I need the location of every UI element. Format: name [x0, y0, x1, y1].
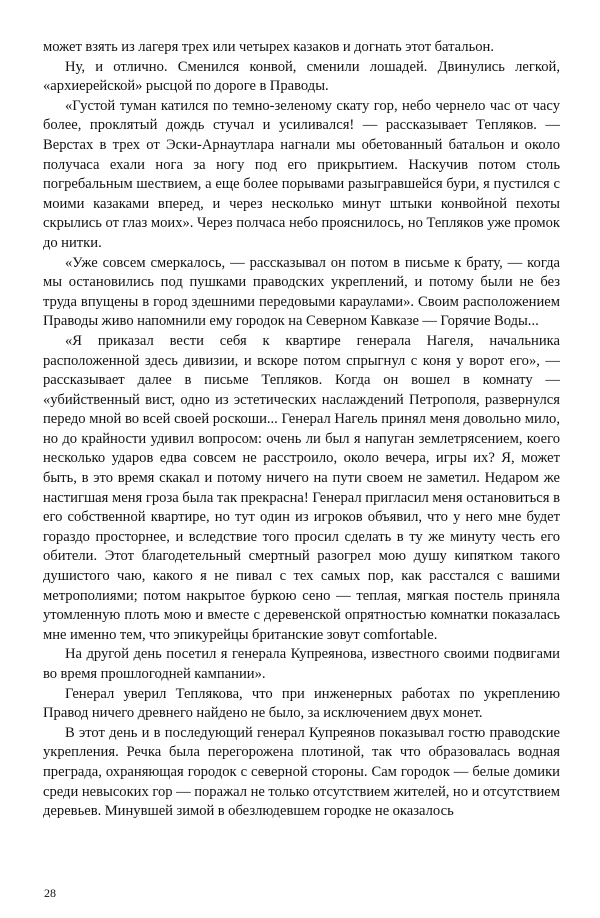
book-page-text [43, 38, 560, 822]
paragraph-3: «Густой туман катился по темно-зеленому скату гор, небо чернело час от часу более, проклятый дождь стучал и усиливался! — рассказывает Тепляков. — Верстах в трех от Эски-Арнаутлара нагнали мы обетованный батальон и около получаса ехали нога за ногу под его прикрытием. Наскучив потом столь погребальным шествием, а еще более порывами разыгравшейся бури, я пустился с моими казаками вперед, и через несколько минут штыки конвойной пехоты скрылись от глаз моих». Через полчаса небо прояснилось, но Тепляков уже промок до нитки. [43, 97, 560, 251]
paragraph-5: «Я приказал вести себя к квартире генерала Нагеля, начальника расположенной здесь дивизии, и вскоре потом спрыгнул с коня у ворот его», — рассказывает далее в письме Тепляков. Когда он вошел в комнату — «убийственный вист, одно из эстетических наслаждений Петрополя, развернулся передо мной во всей своей роскоши... Генерал Нагель принял меня довольно мило, но до крайности удивил вопросом: очень ли был я напуган землетрясением, коего несколько ударов едва совсем не расстроило, около вечера, игры их? Я, может быть, в это время скакал и потому ничего на пути своем не заметил. Недаром же настигшая меня гроза была так прекрасна! Генерал пригласил меня остановиться в его собственной квартире, но тут один из игроков объявил, что у него мне будет гораздо просторнее, и вследствие того просил сделать в ту же минуту честь его обители. Этот благодетельный смертный разогрел мою душу кипятком такого душистого чаю, какого я не пивал с тех самых пор, как расстался с вашими метрополиями; потом накрытое буркою сено — теплая, мягкая постель приняла утомленную плоть мою и вместе с деревенской опрятностью комнатки показалась мне именно тем, что эпикурейцы британские зовут comfortable. [43, 332, 560, 643]
paragraph-7: Генерал уверил Теплякова, что при инженерных работах по укреплению Правод ничего древнего найдено не было, за исключением двух монет. [43, 685, 560, 722]
paragraph-2: Ну, и отлично. Сменился конвой, сменили лошадей. Двинулись легкой, «архиерейской» рысцой по дороге в Праводы. [43, 58, 560, 95]
paragraph-4: «Уже совсем смеркалось, — рассказывал он потом в письме к брату, — когда мы остановились под пушками праводских укреплений, и потому были не без труда впущены в город здешними передовыми караулами». Своим расположением Праводы живо напомнили ему городок на Северном Кавказе — Горячие Воды... [43, 254, 560, 330]
paragraph-8: В этот день и в последующий генерал Купреянов показывал гостю праводские укрепления. Речка была перегорожена плотиной, так что образовалась водная преграда, охраняющая городок с северной стороны. Сам городок — белые домики среди невысоких гор — поражал не только отсутствием жителей, но и отсутствием деревьев. Минувшей зимой в обезлюдевшем городке не оказалось [43, 724, 560, 820]
page-number: 28 [44, 886, 56, 900]
paragraph-1: может взять из лагеря трех или четырех казаков и догнать этот батальон. [43, 39, 494, 55]
paragraph-6: На другой день посетил я генерала Купреянова, известного своими подвигами во время прошлогодней кампании». [43, 646, 560, 682]
